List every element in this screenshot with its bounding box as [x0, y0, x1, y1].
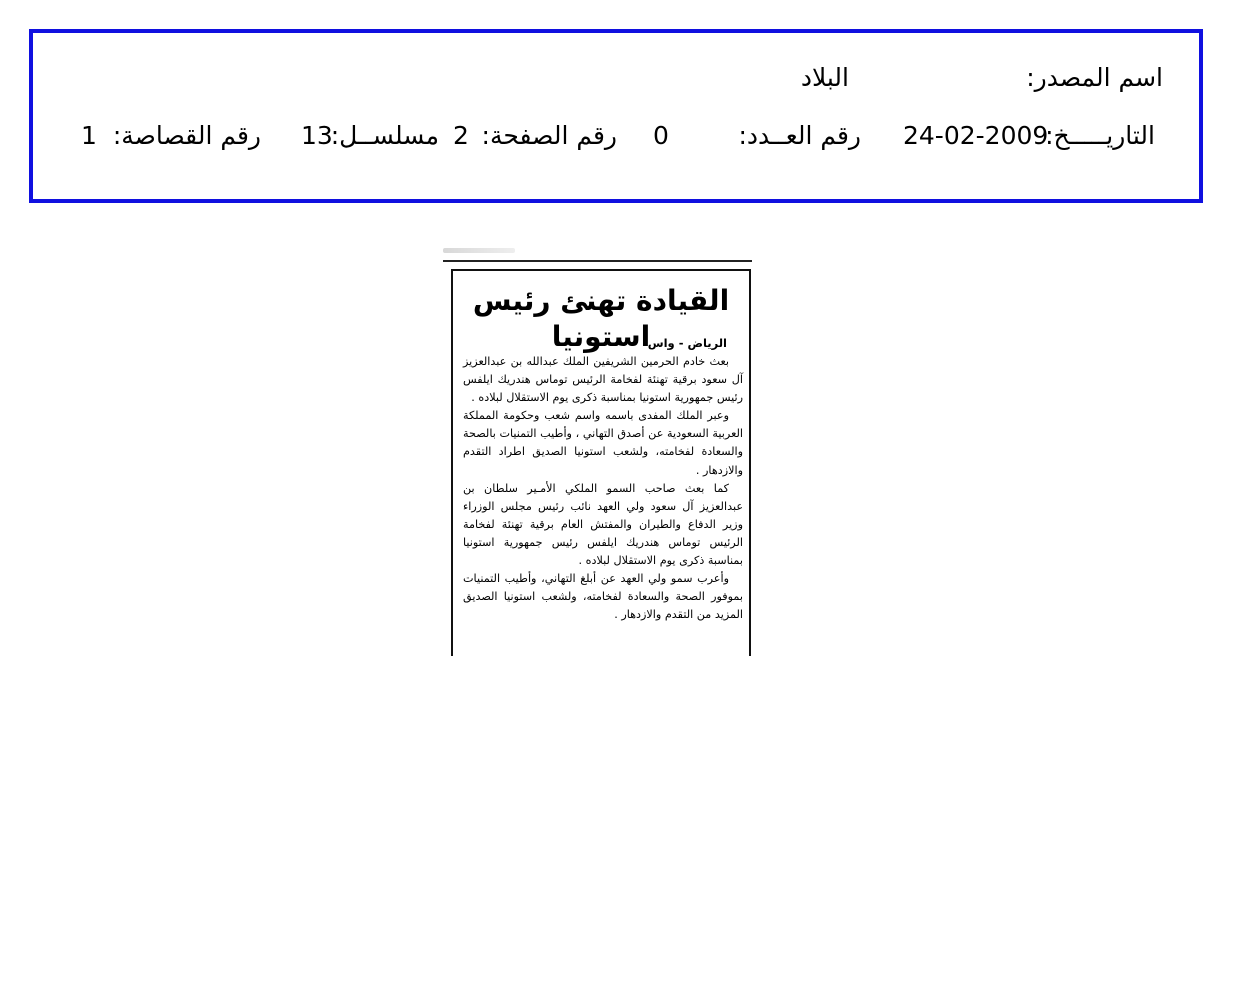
clip-number-label: رقم القصاصة:: [112, 121, 261, 150]
page-label: رقم الصفحة:: [481, 121, 617, 150]
serial-value: 13: [301, 121, 333, 150]
article-paragraph: وعبر الملك المفدى باسمه واسم شعب وحكومة المملكة العربية السعودية عن أصدق التهاني ، وأطيب التمنيات بالصحة والسعادة لفخامته، ولشعب استونيا الصديق اطراد التقدم والازدهار .: [463, 409, 743, 477]
issue-label: رقم العــدد:: [738, 121, 861, 150]
article-frame: [451, 269, 751, 656]
column-top-rule: [443, 260, 752, 262]
article-body: [463, 353, 743, 624]
article-dateline: الرياض - واس: [647, 336, 727, 350]
article-paragraph: بعث خادم الحرمين الشريفين الملك عبدالله بن عبدالعزيز آل سعود برقية تهنئة لفخامة الرئيس توماس هندريك ايلفس رئيس جمهورية استونيا بمناسبة ذكرى يوم الاستقلال لبلاده .: [463, 355, 743, 405]
date-label: التاريـــــخ:: [1045, 121, 1155, 150]
serial-label: مسلســل:: [330, 121, 439, 150]
article-paragraph: كما بعث صاحب السمو الملكي الأمـير سلطان بن عبدالعزيز آل سعود ولي العهد نائب رئيس مجلس الوزراء وزير الدفاع والطيران والمفتش العام برقية تهنئة لفخامة الرئيس توماس هندريك ايلفس رئيس جمهورية استونيا بمناسبة ذكرى يوم الاستقلال لبلاده .: [463, 481, 743, 568]
page-value: 2: [453, 121, 469, 150]
source-value: البلاد: [800, 63, 849, 92]
date-value: 24-02-2009: [903, 121, 1049, 150]
scan-smudge: [443, 248, 515, 253]
clip-number-value: 1: [81, 121, 97, 150]
source-label: اسم المصدر:: [1026, 63, 1163, 92]
article-headline: القيادة تهنئ رئيس استونيا: [472, 284, 730, 353]
article-paragraph: وأعرب سمو ولي العهد عن أبلغ التهاني، وأطيب التمنيات بموفور الصحة والسعادة لفخامته، ولشعب استونيا الصديق المزيد من التقدم والازدهار .: [463, 572, 743, 622]
metadata-box: [29, 29, 1203, 203]
issue-value: 0: [653, 121, 669, 150]
scan-edge-fade: [453, 650, 749, 656]
newspaper-clipping: [443, 248, 754, 656]
